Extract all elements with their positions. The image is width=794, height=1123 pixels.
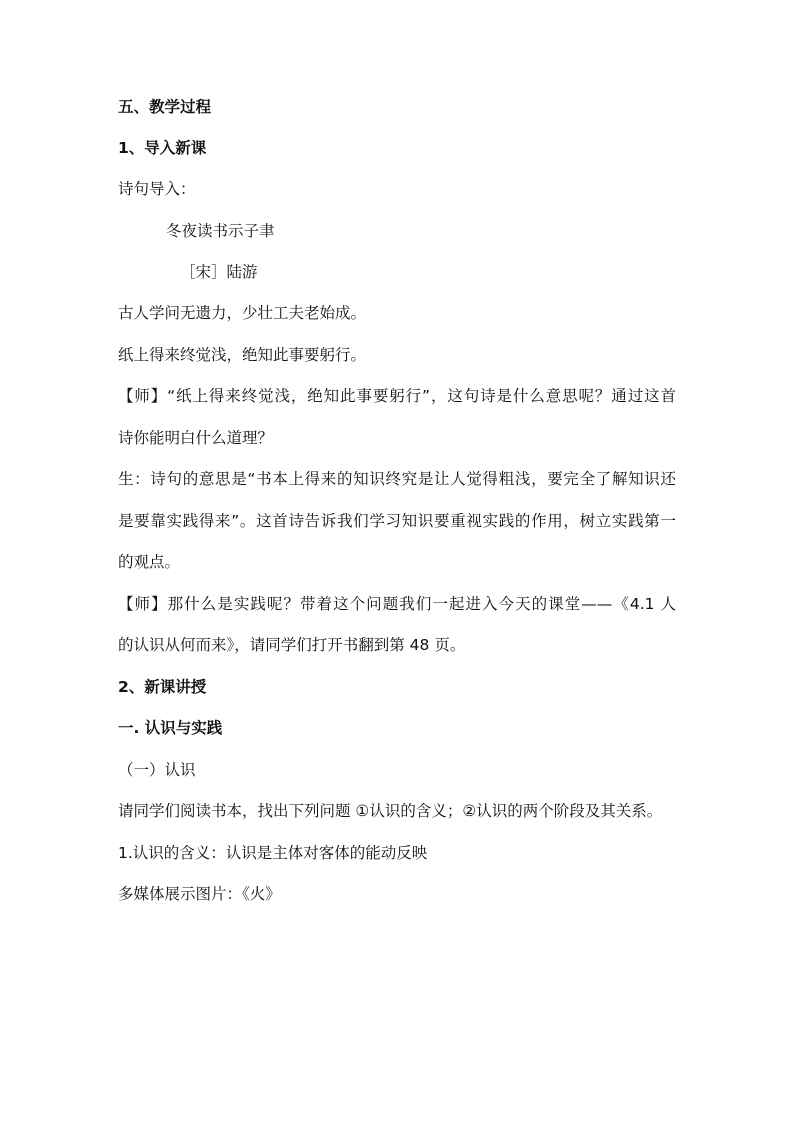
teacher-transition-line-2: 的认识从何而来》，请同学们打开书翻到第 48 页。: [118, 636, 466, 654]
teacher-question-line-2: 诗你能明白什么道理？: [118, 429, 274, 447]
cognition-definition: 1.认识的含义：认识是主体对客体的能动反映: [118, 844, 428, 862]
poem-title: 冬夜读书示子聿: [166, 222, 275, 240]
subsection-title-new-lesson: 2、新课讲授: [118, 678, 207, 696]
poem-author: ［宋］陆游: [180, 263, 258, 281]
media-display-note: 多媒体展示图片：《火》: [118, 885, 281, 903]
section-title: 五、教学过程: [118, 98, 212, 116]
subsection-title-intro: 1、导入新课: [118, 139, 207, 157]
intro-label: 诗句导入：: [118, 180, 196, 198]
part-title-cognition-practice: 一. 认识与实践: [118, 719, 223, 737]
poem-line-1: 古人学问无遗力，少壮工夫老始成。: [118, 304, 367, 322]
student-answer-line-1: 生：诗句的意思是“书本上得来的知识终究是让人觉得粗浅，要完全了解知识还: [118, 470, 676, 488]
reading-task: 请同学们阅读书本，找出下列问题 ①认识的含义；②认识的两个阶段及其关系。: [118, 802, 663, 820]
teacher-question-line-1: 【师】“纸上得来终觉浅，绝知此事要躬行”，这句诗是什么意思呢？通过这首: [118, 387, 676, 405]
student-answer-line-3: 的观点。: [118, 553, 181, 571]
student-answer-line-2: 是要靠实践得来”。这首诗告诉我们学习知识要重视实践的作用，树立实践第一: [118, 512, 676, 530]
teacher-transition-line-1: 【师】那什么是实践呢？带着这个问题我们一起进入今天的课堂——《4.1 人: [118, 595, 676, 613]
poem-line-2: 纸上得来终觉浅，绝知此事要躬行。: [118, 346, 367, 364]
part-subtitle-cognition: （一）认识: [118, 761, 196, 779]
